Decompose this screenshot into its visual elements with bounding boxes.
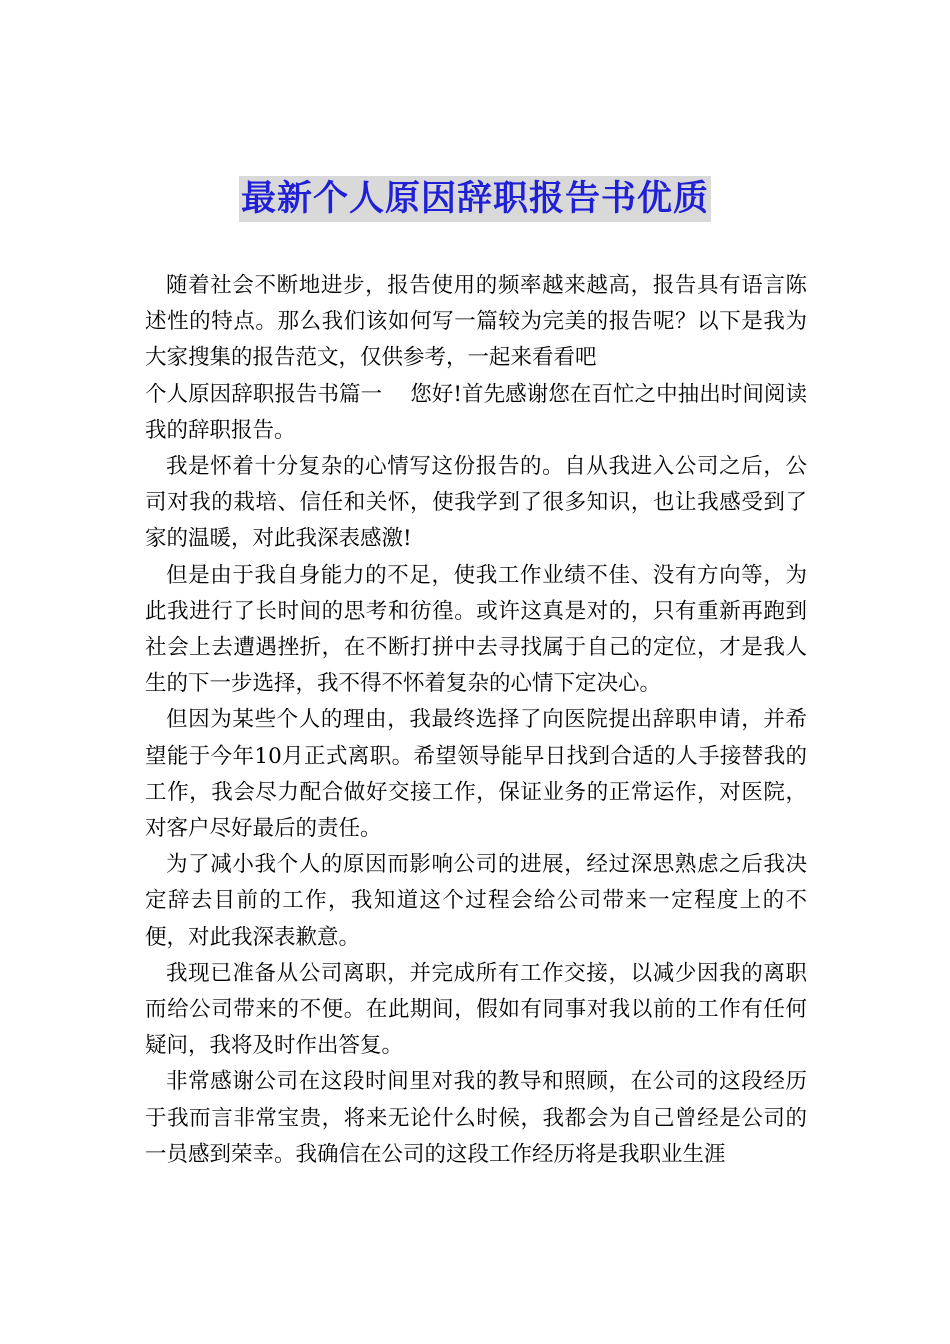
body-paragraph: 为了减小我个人的原因而影响公司的进展，经过深思熟虑之后我决定辞去目前的工作，我知道这个过程会给公司带来一定程度上的不便，对此我深表歉意。 — [145, 852, 807, 950]
greeting-text: 您好!首先感谢您在百忙之中抽出时间阅读我的辞职报告。 — [145, 381, 807, 443]
title-container — [0, 176, 950, 222]
body-paragraph: 我是怀着十分复杂的心情写这份报告的。自从我进入公司之后，公司对我的栽培、信任和关怀，使我学到了很多知识，也让我感受到了家的温暖，对此我深表感激! — [145, 454, 807, 552]
section-heading: 个人原因辞职报告书篇一 — [145, 381, 383, 407]
intro-paragraph: 随着社会不断地进步，报告使用的频率越来越高，报告具有语言陈述性的特点。那么我们该如何写一篇较为完美的报告呢？以下是我为大家搜集的报告范文，仅供参考，一起来看看吧 — [145, 273, 807, 371]
document-body — [145, 268, 807, 1173]
body-paragraph: 非常感谢公司在这段时间里对我的教导和照顾，在公司的这段经历于我而言非常宝贵，将来无论什么时候，我都会为自己曾经是公司的一员感到荣幸。我确信在公司的这段工作经历将是我职业生涯 — [145, 1069, 807, 1167]
section-line — [145, 377, 807, 449]
document-title: 最新个人原因辞职报告书优质 — [239, 176, 711, 222]
body-paragraph: 但因为某些个人的理由，我最终选择了向医院提出辞职申请，并希望能于今年10月正式离职。希望领导能早日找到合适的人手接替我的工作，我会尽力配合做好交接工作，保证业务的正常运作，对医院，对客户尽好最后的责任。 — [145, 707, 807, 842]
body-paragraph: 我现已准备从公司离职，并完成所有工作交接，以减少因我的离职而给公司带来的不便。在此期间，假如有同事对我以前的工作有任何疑问，我将及时作出答复。 — [145, 960, 807, 1059]
body-paragraph: 但是由于我自身能力的不足，使我工作业绩不佳、没有方向等，为此我进行了长时间的思考和彷徨。或许这真是对的，只有重新再跑到社会上去遭遇挫折，在不断打拼中去寻找属于自己的定位，才是我人生的下一步选择，我不得不怀着复杂的心情下定决心。 — [145, 562, 807, 697]
